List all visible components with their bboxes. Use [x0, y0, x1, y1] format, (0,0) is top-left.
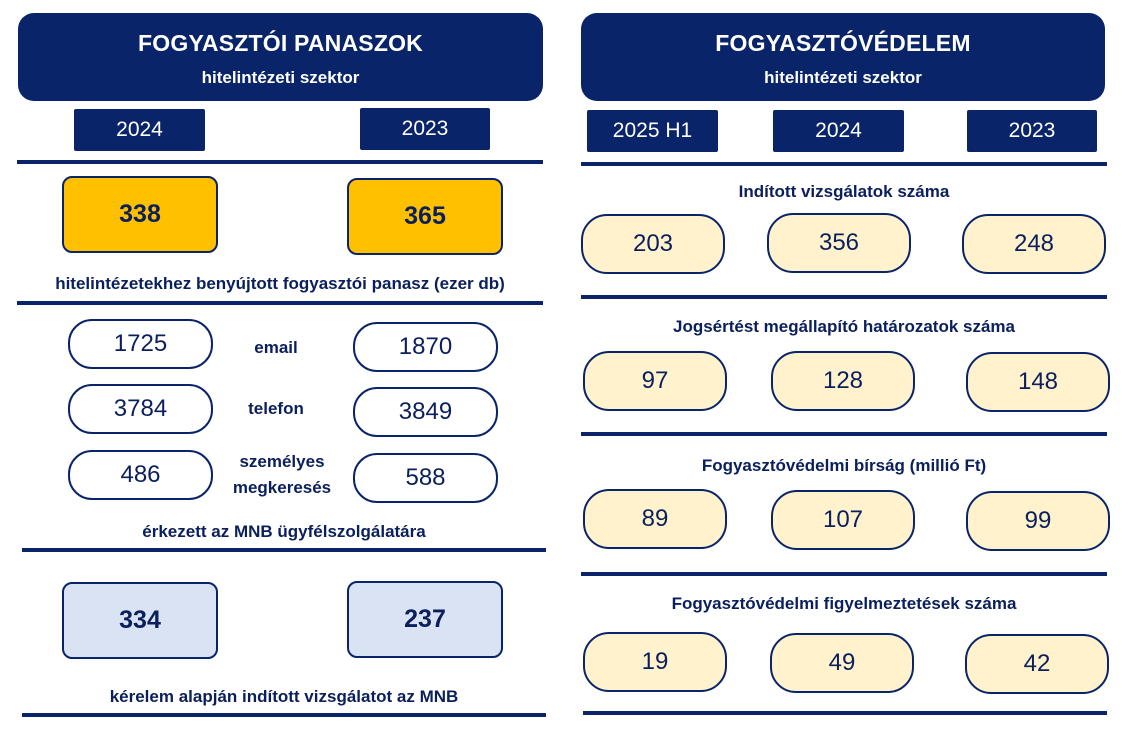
personal-2023: 588 [353, 453, 498, 503]
right-divider-4 [581, 572, 1107, 576]
right-year-2023: 2023 [967, 110, 1097, 152]
right-title: FOGYASZTÓVÉDELEM [715, 30, 971, 56]
complaints-2024: 338 [62, 176, 218, 253]
personal-2024: 486 [68, 450, 213, 500]
complaints-label: hitelintézetekhez benyújtott fogyasztói panasz (ezer db) [55, 274, 505, 293]
warnings-2024: 49 [770, 633, 914, 693]
left-year-2024: 2024 [74, 109, 205, 151]
section-warnings-label: Fogyasztóvédelmi figyelmeztetések száma [671, 594, 1017, 613]
right-header [581, 13, 1105, 101]
left-divider-1 [17, 160, 543, 164]
investigations-2024: 334 [62, 582, 218, 659]
fines-2025h1: 89 [583, 489, 727, 549]
right-divider-3 [581, 432, 1107, 436]
phone-2024: 3784 [68, 384, 213, 434]
complaints-2023: 365 [347, 178, 503, 255]
channel-email-label: email [254, 338, 298, 357]
email-2024: 1725 [68, 319, 213, 369]
started-investigations-2025h1: 203 [581, 214, 725, 274]
right-subtitle: hitelintézeti szektor [764, 68, 922, 87]
fines-2023: 99 [966, 491, 1110, 551]
violation-decisions-2024: 128 [771, 351, 915, 411]
left-subtitle: hitelintézeti szektor [201, 68, 360, 87]
started-investigations-2024: 356 [767, 213, 911, 273]
left-divider-2 [17, 301, 543, 305]
channel-personal-label [216, 449, 348, 501]
left-header [18, 13, 543, 101]
email-2023: 1870 [353, 322, 498, 372]
fines-2024: 107 [771, 490, 915, 550]
right-divider-1 [581, 162, 1107, 166]
section-started-investigations-label: Indított vizsgálatok száma [738, 182, 950, 201]
phone-2023: 3849 [353, 387, 498, 437]
violation-decisions-2025h1: 97 [583, 351, 727, 411]
right-year-2025h1: 2025 H1 [587, 110, 718, 152]
warnings-2023: 42 [965, 634, 1109, 694]
channels-label: érkezett az MNB ügyfélszolgálatára [142, 522, 426, 541]
channel-phone-label: telefon [248, 399, 304, 418]
left-title: FOGYASZTÓI PANASZOK [138, 30, 423, 56]
right-divider-5 [583, 711, 1107, 715]
left-divider-3 [22, 548, 546, 552]
investigations-2023: 237 [347, 581, 503, 658]
right-year-2024: 2024 [773, 110, 904, 152]
started-investigations-2023: 248 [962, 214, 1106, 274]
section-violation-decisions-label: Jogsértést megállapító határozatok száma [672, 317, 1015, 336]
warnings-2025h1: 19 [583, 632, 727, 692]
right-divider-2 [581, 295, 1107, 299]
channel-personal-line1: személyes [239, 452, 325, 471]
violation-decisions-2023: 148 [966, 352, 1110, 412]
investigations-label: kérelem alapján indított vizsgálatot az MNB [109, 687, 459, 706]
section-fines-label: Fogyasztóvédelmi bírság (millió Ft) [701, 456, 987, 475]
channel-personal-line2: megkeresés [232, 478, 332, 497]
left-year-2023: 2023 [360, 108, 490, 150]
left-divider-4 [22, 713, 546, 717]
